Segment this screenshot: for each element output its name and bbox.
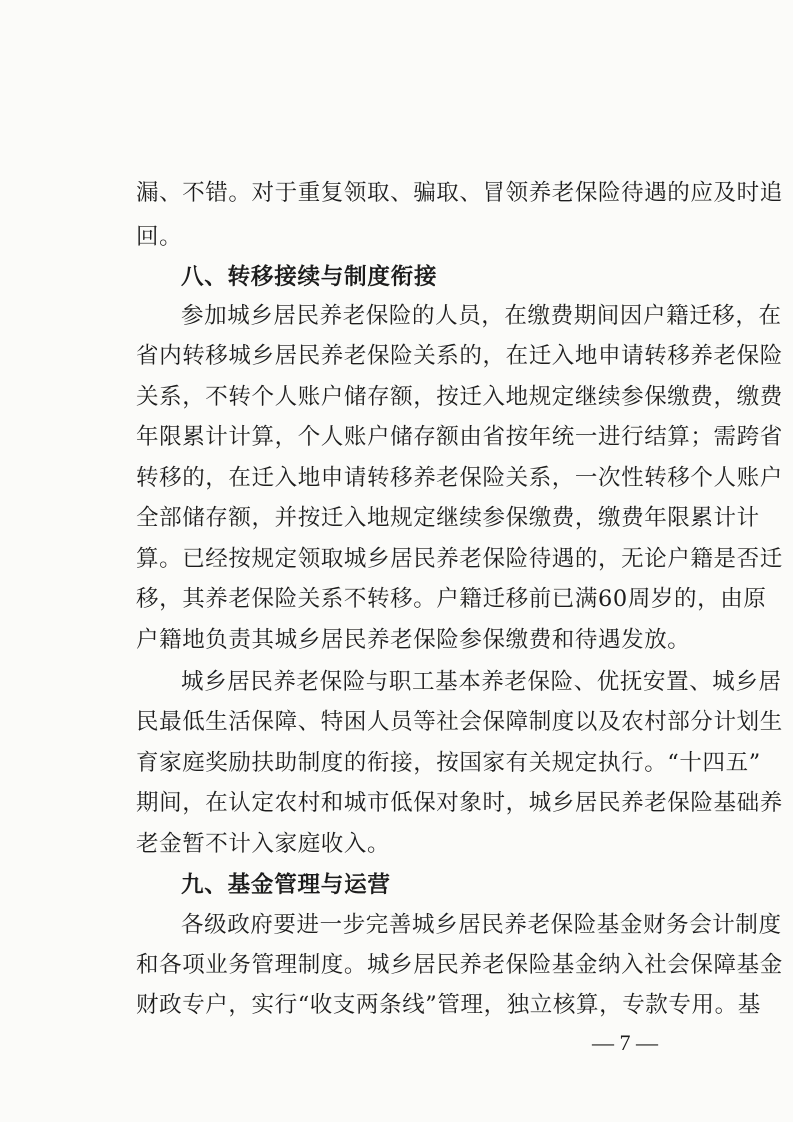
page-number: — 7 —: [592, 1030, 658, 1055]
paragraph-line: 参加城乡居民养老保险的人员，在缴费期间因户籍迁移，在: [181, 303, 782, 329]
section-heading-9: 九、基金管理与运营: [181, 872, 391, 898]
paragraph-line: 各级政府要进一步完善城乡居民养老保险基金财务会计制度: [181, 912, 782, 938]
paragraph-line: 年限累计计算，个人账户储存额由省按年统一进行结算；需跨省: [136, 424, 783, 450]
paragraph-line: 移，其养老保险关系不转移。户籍迁移前已满60周岁的，由原: [136, 586, 767, 612]
paragraph-line: 省内转移城乡居民养老保险关系的，在迁入地申请转移养老保险: [136, 343, 783, 369]
section-heading-8: 八、转移接续与制度衔接: [181, 264, 438, 290]
paragraph-line: 全部储存额，并按迁入地规定继续参保缴费，缴费年限累计计: [136, 505, 760, 531]
paragraph-line: 转移的，在迁入地申请转移养老保险关系，一次性转移个人账户: [136, 465, 783, 491]
paragraph-line: 育家庭奖励扶助制度的衔接，按国家有关规定执行。“十四五”: [136, 750, 761, 776]
paragraph-line: 民最低生活保障、特困人员等社会保障制度以及农村部分计划生: [136, 709, 783, 735]
paragraph-line: 城乡居民养老保险与职工基本养老保险、优抚安置、城乡居: [181, 669, 782, 695]
paragraph-line: 回。: [136, 224, 183, 250]
paragraph-line: 算。已经按规定领取城乡居民养老保险待遇的，无论户籍是否迁: [136, 546, 783, 572]
paragraph-line: 老金暂不计入家庭收入。: [136, 831, 391, 857]
paragraph-line: 财政专户，实行“收支两条线”管理，独立核算，专款专用。基: [136, 992, 761, 1018]
paragraph-line: 漏、不错。对于重复领取、骗取、冒领养老保险待遇的应及时追: [136, 180, 783, 206]
paragraph-line: 关系，不转个人账户储存额，按迁入地规定继续参保缴费，缴费: [136, 384, 783, 410]
paragraph-line: 和各项业务管理制度。城乡居民养老保险基金纳入社会保障基金: [136, 952, 783, 978]
paragraph-line: 户籍地负责其城乡居民养老保险参保缴费和待遇发放。: [136, 627, 691, 653]
paragraph-line: 期间，在认定农村和城市低保对象时，城乡居民养老保险基础养: [136, 790, 783, 816]
